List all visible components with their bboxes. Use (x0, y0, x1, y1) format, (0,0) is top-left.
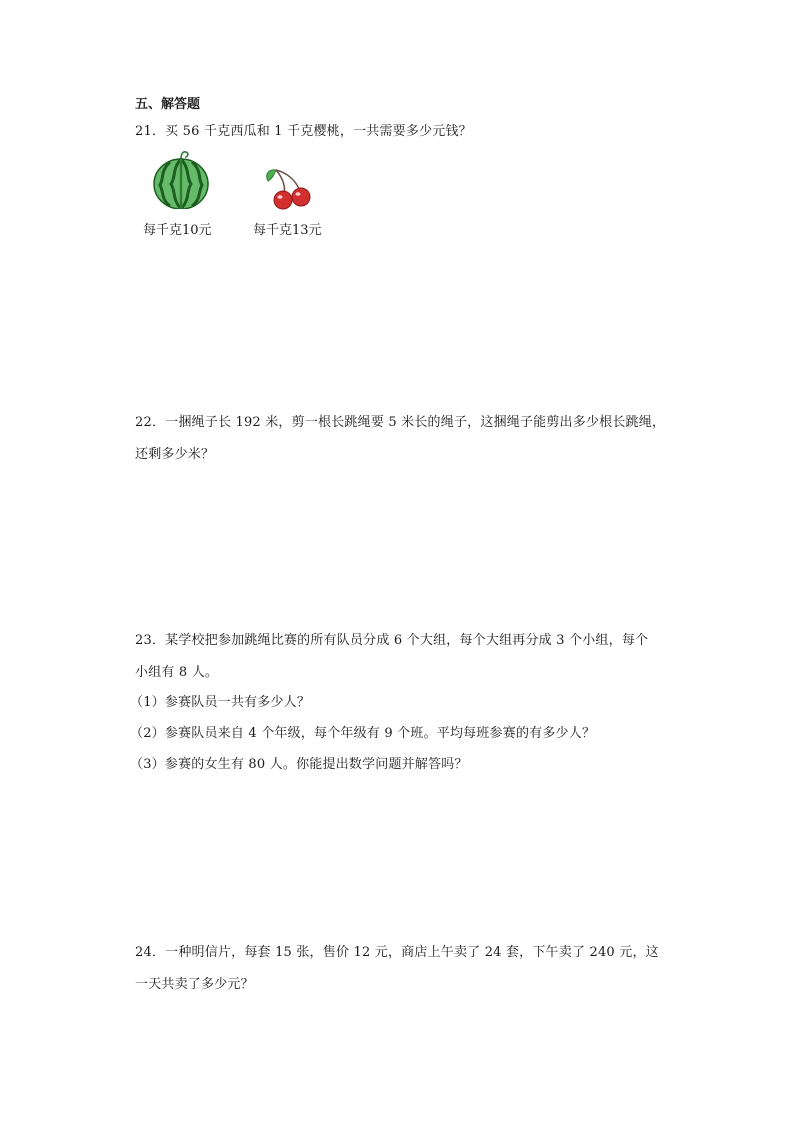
question-23-line-1: 23．某学校把参加跳绳比赛的所有队员分成 6 个大组，每个大组再分成 3 个小组，每个 (135, 633, 649, 648)
watermelon-icon (152, 149, 210, 209)
section-title: 五、解答题 (135, 97, 201, 112)
question-23-sub-3: （3）参赛的女生有 80 人。你能提出数学问题并解答吗？ (130, 757, 468, 772)
watermelon-price-label: 每千克10元 (143, 223, 212, 238)
question-21-text: 21．买 56 千克西瓜和 1 千克樱桃，一共需要多少元钱？ (135, 124, 472, 139)
question-22-line-2: 还剩多少米？ (135, 447, 215, 462)
question-24-line-2: 一天共卖了多少元？ (135, 977, 254, 992)
question-24-line-1: 24．一种明信片，每套 15 张，售价 12 元，商店上午卖了 24 套，下午卖了 240 元，这 (135, 945, 659, 960)
question-22-line-1: 22．一捆绳子长 192 米，剪一根长跳绳要 5 米长的绳子，这捆绳子能剪出多少根长跳绳， (135, 415, 666, 430)
question-23-line-2: 小组有 8 人。 (135, 665, 219, 680)
cherry-icon (262, 167, 314, 211)
cherry-price-label: 每千克13元 (253, 223, 322, 238)
question-23-sub-2: （2）参赛队员来自 4 个年级，每个年级有 9 个班。平均每班参赛的有多少人？ (130, 726, 596, 741)
question-23-sub-1: （1）参赛队员一共有多少人？ (130, 695, 311, 710)
